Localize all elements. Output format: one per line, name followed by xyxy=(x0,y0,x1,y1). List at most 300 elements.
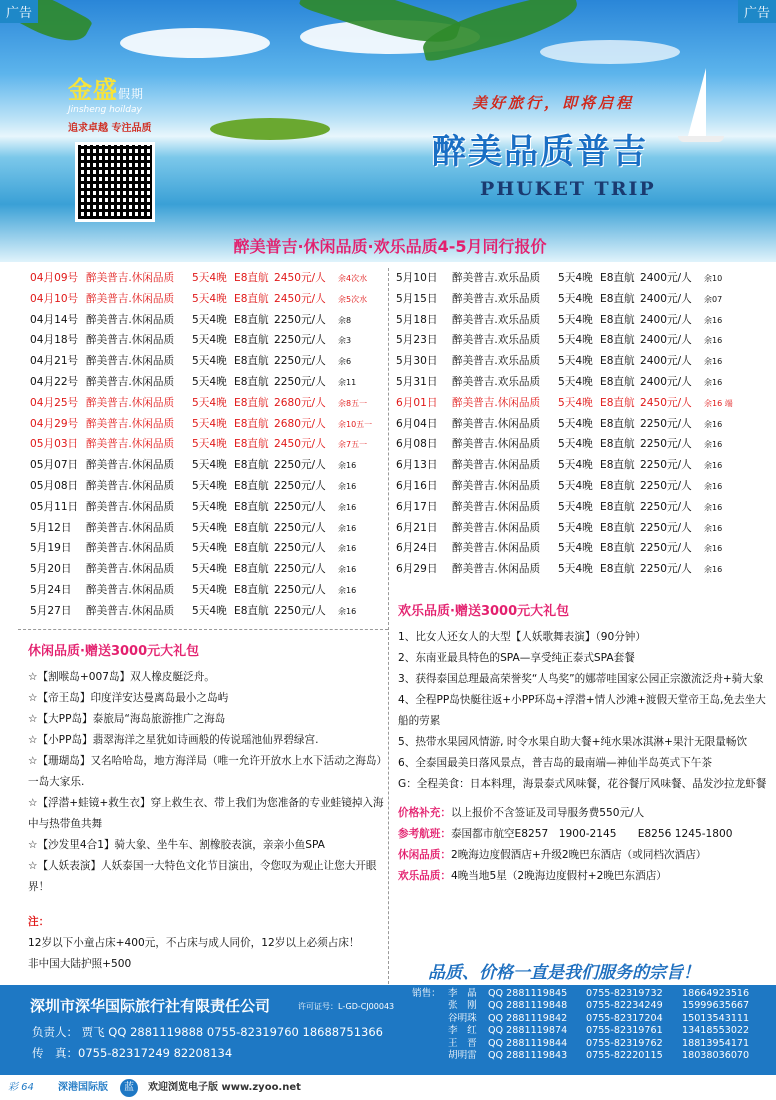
price-duration: 5天4晚 xyxy=(192,417,227,430)
page-number: 彩 64 xyxy=(8,1082,34,1093)
price-duration: 5天4晚 xyxy=(192,292,227,305)
price-product: 醉美普吉.欢乐品质 xyxy=(452,334,541,347)
price-row xyxy=(30,372,386,393)
joy-item: 5、热带水果园风情游, 时令水果自助大餐+纯水果冰淇淋+果汁无限量畅饮 xyxy=(398,736,748,748)
price-product: 醉美普吉.休闲品质 xyxy=(86,500,175,513)
price-product: 醉美普吉.休闲品质 xyxy=(86,292,175,305)
leisure-item: ☆【帝王岛】印度洋安达曼离岛最小之岛屿 xyxy=(28,692,229,704)
sales-name: 胡明雷 xyxy=(448,1050,477,1062)
price-product: 醉美普吉.欢乐品质 xyxy=(452,375,541,388)
price-product: 醉美普吉.休闲品质 xyxy=(86,417,175,430)
sales-phone: 0755-82317204 xyxy=(586,1012,663,1024)
price-price: 2250元/人 xyxy=(274,563,326,576)
price-price: 2450元/人 xyxy=(274,438,326,451)
price-duration: 5天4晚 xyxy=(192,375,227,388)
price-date: 5月27日 xyxy=(30,604,72,617)
price-price: 2250元/人 xyxy=(640,417,692,430)
cloud xyxy=(540,40,680,64)
sales-name: 王 晋 xyxy=(448,1037,477,1049)
price-flight: E8直航 xyxy=(600,334,635,347)
price-duration: 5天4晚 xyxy=(192,313,227,326)
edition: 深港国际版 xyxy=(58,1082,108,1093)
price-remaining: 余16 xyxy=(704,523,723,533)
section-divider xyxy=(18,629,388,630)
price-row xyxy=(30,518,386,539)
cloud xyxy=(120,28,270,58)
price-date: 5月12日 xyxy=(30,521,72,534)
sales-row xyxy=(412,1050,749,1062)
price-product: 醉美普吉.欢乐品质 xyxy=(452,355,541,368)
price-flight: E8直航 xyxy=(234,438,269,451)
price-price: 2400元/人 xyxy=(640,375,692,388)
price-price: 2250元/人 xyxy=(640,479,692,492)
sales-name: 张 刚 xyxy=(448,1000,477,1012)
price-row xyxy=(30,351,386,372)
price-product: 醉美普吉.休闲品质 xyxy=(452,417,541,430)
price-flight: E8直航 xyxy=(234,417,269,430)
price-remaining: 余8五一 xyxy=(338,398,368,408)
price-duration: 5天4晚 xyxy=(558,272,593,284)
price-date: 6月16日 xyxy=(396,479,438,492)
price-remaining: 余16 xyxy=(704,440,723,450)
joy-section xyxy=(398,594,768,887)
price-product: 醉美普吉.休闲品质 xyxy=(452,521,541,534)
price-row xyxy=(30,414,386,435)
price-date: 6月01日 xyxy=(396,396,438,409)
price-product: 醉美普吉.休闲品质 xyxy=(86,438,175,451)
price-remaining: 余11 xyxy=(338,377,357,387)
price-price: 2400元/人 xyxy=(640,272,692,284)
price-flight: E8直航 xyxy=(234,583,269,596)
price-list-left xyxy=(30,268,386,622)
price-flight: E8直航 xyxy=(600,542,635,555)
price-flight: E8直航 xyxy=(600,292,635,305)
header-banner xyxy=(0,0,776,262)
price-row xyxy=(396,497,766,518)
leisure-item: ☆【沙发里4合1】骑大象、坐牛车、割橡胶表演，亲亲小鱼SPA xyxy=(28,839,325,851)
joy-item: 2、东南亚最具特色的SPA—享受纯正泰式SPA套餐 xyxy=(398,652,635,664)
leisure-items xyxy=(28,667,384,898)
price-remaining: 余4次水 xyxy=(338,274,368,283)
price-row xyxy=(30,289,386,310)
price-duration: 5天4晚 xyxy=(558,563,593,576)
price-date: 5月24日 xyxy=(30,583,72,596)
price-row xyxy=(396,414,766,435)
sales-mobile: 18038036070 xyxy=(682,1050,750,1062)
price-row xyxy=(396,289,766,310)
ad-label-right: 广告 xyxy=(738,0,776,23)
price-flight: E8直航 xyxy=(234,563,269,576)
leisure-title: 休闲品质·赠送3000元大礼包 xyxy=(28,644,200,659)
info-key: 休闲品质： xyxy=(398,849,451,861)
price-remaining: 余16 xyxy=(704,461,723,471)
price-flight: E8直航 xyxy=(234,521,269,534)
info-value: 2晚海边度假酒店+升级2晚巴东酒店（或同档次酒店） xyxy=(450,849,707,861)
price-duration: 5天4晚 xyxy=(558,313,593,326)
price-flight: E8直航 xyxy=(600,375,635,388)
price-product: 醉美普吉.休闲品质 xyxy=(86,459,175,472)
price-price: 2450元/人 xyxy=(274,272,326,284)
price-date: 04月25号 xyxy=(30,396,79,409)
sales-row xyxy=(412,1013,749,1025)
sales-name: 李 晶 xyxy=(448,988,477,999)
info-key: 欢乐品质： xyxy=(398,870,451,882)
page-bottom xyxy=(0,1075,776,1100)
joy-item: 6、全泰国最美日落风景点，普吉岛的最南端—神仙半岛英式下午茶 xyxy=(398,757,712,769)
price-duration: 5天4晚 xyxy=(192,583,227,596)
price-duration: 5天4晚 xyxy=(558,479,593,492)
sales-row xyxy=(412,988,749,1000)
price-remaining: 余16 xyxy=(338,461,357,471)
price-product: 醉美普吉.休闲品质 xyxy=(86,542,175,555)
sales-row xyxy=(412,1025,749,1037)
price-price: 2680元/人 xyxy=(274,396,326,409)
price-list-right xyxy=(396,268,766,580)
price-price: 2250元/人 xyxy=(640,542,692,555)
price-flight: E8直航 xyxy=(234,272,269,284)
price-flight: E8直航 xyxy=(600,355,635,368)
price-date: 6月13日 xyxy=(396,459,438,472)
price-flight: E8直航 xyxy=(234,334,269,347)
price-flight: E8直航 xyxy=(234,459,269,472)
sales-qq: QQ 2881119842 xyxy=(488,1012,568,1024)
price-duration: 5天4晚 xyxy=(192,604,227,617)
sales-row xyxy=(412,1038,749,1050)
sales-row xyxy=(412,1000,749,1012)
sales-list xyxy=(412,988,749,1062)
price-remaining: 余10五一 xyxy=(338,419,373,429)
price-price: 2400元/人 xyxy=(640,313,692,326)
leisure-item: ☆【小PP岛】翡翠海洋之星犹如诗画般的传说瑶池仙界碧绿宫. xyxy=(28,734,319,746)
price-remaining: 余16 xyxy=(338,523,357,533)
price-flight: E8直航 xyxy=(600,438,635,451)
price-row xyxy=(30,434,386,455)
price-price: 2450元/人 xyxy=(274,292,326,305)
price-row xyxy=(30,455,386,476)
price-date: 5月23日 xyxy=(396,334,438,347)
website-link[interactable]: 欢迎浏览电子版 www.zyoo.net xyxy=(148,1082,301,1093)
info-value: 泰国都市航空E8257 1900-2145 E8256 1245-1800 xyxy=(450,828,733,840)
sales-qq: QQ 2881119843 xyxy=(488,1050,568,1062)
page-title-en: PHUKET TRIP xyxy=(480,178,656,200)
joy-item: 1、比女人还女人的大型【人妖歌舞表演】（90分钟） xyxy=(398,631,646,643)
price-product: 醉美普吉.休闲品质 xyxy=(86,313,175,326)
price-remaining: 余16 xyxy=(338,565,357,575)
leisure-section xyxy=(28,634,384,975)
notes-line: 12岁以下小童占床+400元，不占床与成人同价，12岁以上必须占床！ xyxy=(28,937,360,949)
price-flight: E8直航 xyxy=(600,521,635,534)
price-row xyxy=(396,538,766,559)
leisure-item: ☆【割喉岛+007岛】双人橡皮艇泛舟。 xyxy=(28,671,215,683)
company-name: 深圳市深华国际旅行社有限责任公司 xyxy=(30,997,271,1015)
price-date: 6月17日 xyxy=(396,500,438,513)
joy-item: 4、全程PP岛快艇往返+小PP环岛+浮潜+情人沙滩+渡假天堂帝王岛,免去坐大船的劳累 xyxy=(398,694,766,727)
price-row xyxy=(396,476,766,497)
price-price: 2250元/人 xyxy=(274,355,326,368)
info-value: 以上报价不含签证及司导服务费550元/人 xyxy=(450,807,645,819)
sales-name: 谷明珠 xyxy=(448,1012,477,1024)
price-date: 05月07日 xyxy=(30,459,79,472)
sales-mobile: 18664923516 xyxy=(682,988,750,999)
price-duration: 5天4晚 xyxy=(192,563,227,576)
price-duration: 5天4晚 xyxy=(192,500,227,513)
price-row xyxy=(30,268,386,289)
price-remaining: 余16 xyxy=(704,357,723,367)
price-product: 醉美普吉.休闲品质 xyxy=(452,459,541,472)
price-date: 04月14号 xyxy=(30,313,79,326)
price-price: 2250元/人 xyxy=(640,521,692,534)
price-remaining: 余16 xyxy=(338,502,357,512)
sailboat-image xyxy=(688,68,706,136)
price-price: 2400元/人 xyxy=(640,334,692,347)
notes-label: 注： xyxy=(28,916,50,928)
price-row xyxy=(30,538,386,559)
price-flight: E8直航 xyxy=(600,417,635,430)
price-flight: E8直航 xyxy=(234,542,269,555)
leisure-item: ☆【大PP岛】泰旅局“海岛旅游推广之海岛 xyxy=(28,713,226,725)
price-product: 醉美普吉.休闲品质 xyxy=(86,375,175,388)
sales-mobile: 13418553022 xyxy=(682,1025,750,1037)
price-price: 2250元/人 xyxy=(274,542,326,555)
price-remaining: 余16 xyxy=(338,481,357,491)
price-row xyxy=(396,268,766,289)
price-duration: 5天4晚 xyxy=(558,417,593,430)
price-price: 2680元/人 xyxy=(274,417,326,430)
notes-line: 非中国大陆护照+500 xyxy=(28,958,132,970)
price-row xyxy=(396,393,766,414)
sales-phone: 0755-82319761 xyxy=(586,1025,663,1037)
price-date: 6月21日 xyxy=(396,521,438,534)
price-flight: E8直航 xyxy=(234,604,269,617)
price-row xyxy=(396,455,766,476)
joy-item: G：全程美食：日本料理，海景泰式风味餐，花谷餐厅风味餐、晶发沙拉龙虾餐 xyxy=(398,778,767,790)
info-value: 4晚当地5星（2晚海边度假村+2晚巴东酒店） xyxy=(450,870,667,882)
price-remaining: 余16 端 xyxy=(704,398,733,408)
price-product: 醉美普吉.休闲品质 xyxy=(86,355,175,368)
price-price: 2250元/人 xyxy=(640,500,692,513)
price-price: 2250元/人 xyxy=(274,313,326,326)
price-price: 2250元/人 xyxy=(274,334,326,347)
price-remaining: 余3 xyxy=(338,336,352,346)
price-product: 醉美普吉.休闲品质 xyxy=(452,542,541,555)
footer xyxy=(0,985,776,1075)
price-product: 醉美普吉.休闲品质 xyxy=(86,272,175,284)
sales-qq: QQ 2881119845 xyxy=(488,988,568,999)
motto: 品质、价格一直是我们服务的宗旨！ xyxy=(428,963,700,983)
price-row xyxy=(30,476,386,497)
price-duration: 5天4晚 xyxy=(192,272,227,284)
price-remaining: 余16 xyxy=(704,544,723,554)
price-date: 04月21号 xyxy=(30,355,79,368)
sales-phone: 0755-82319762 xyxy=(586,1037,663,1049)
price-product: 醉美普吉.休闲品质 xyxy=(86,604,175,617)
qr-code xyxy=(75,142,155,222)
price-date: 04月09号 xyxy=(30,272,79,284)
price-duration: 5天4晚 xyxy=(558,292,593,305)
leisure-item: ☆【浮潜+蛙镜+救生衣】穿上救生衣、带上我们为您准备的专业蛙镜掉入海中与热带鱼共舞 xyxy=(28,797,384,830)
price-price: 2250元/人 xyxy=(274,375,326,388)
joy-items xyxy=(398,627,768,795)
info-row xyxy=(398,866,768,887)
price-duration: 5天4晚 xyxy=(192,479,227,492)
price-duration: 5天4晚 xyxy=(192,521,227,534)
price-product: 醉美普吉.欢乐品质 xyxy=(452,313,541,326)
joy-item: 3、获得泰国总理最高荣誉奖“人鸟奖”的娜蒂哇国家公园正宗激流泛舟+骑大象 xyxy=(398,673,764,685)
price-duration: 5天4晚 xyxy=(558,396,593,409)
price-date: 6月29日 xyxy=(396,563,438,576)
price-flight: E8直航 xyxy=(234,500,269,513)
price-remaining: 余16 xyxy=(704,377,723,387)
island-image xyxy=(210,118,330,140)
price-price: 2450元/人 xyxy=(640,396,692,409)
price-product: 醉美普吉.休闲品质 xyxy=(86,396,175,409)
price-subtitle: 醉美普吉·休闲品质·欢乐品质4-5月同行报价 xyxy=(233,237,547,256)
column-divider xyxy=(388,268,389,984)
price-flight: E8直航 xyxy=(600,313,635,326)
price-flight: E8直航 xyxy=(600,479,635,492)
price-duration: 5天4晚 xyxy=(558,521,593,534)
price-date: 5月30日 xyxy=(396,355,438,368)
price-row xyxy=(30,601,386,622)
price-price: 2250元/人 xyxy=(640,563,692,576)
sales-phone: 0755-82234249 xyxy=(586,1000,663,1012)
brand-logo: 金盛假期 Jinsheng hoilday 追求卓越 专注品质 xyxy=(68,75,152,134)
fax-line: 传 真：0755-82317249 82208134 xyxy=(32,1046,233,1060)
price-flight: E8直航 xyxy=(600,272,635,284)
price-row xyxy=(30,330,386,351)
sales-phone: 0755-82220115 xyxy=(586,1050,663,1062)
sailboat-hull xyxy=(678,136,724,142)
ad-label-left: 广告 xyxy=(0,0,38,23)
price-duration: 5天4晚 xyxy=(558,542,593,555)
price-remaining: 余16 xyxy=(704,336,723,346)
price-date: 5月31日 xyxy=(396,375,438,388)
price-date: 5月10日 xyxy=(396,272,438,284)
price-price: 2250元/人 xyxy=(274,500,326,513)
price-duration: 5天4晚 xyxy=(558,438,593,451)
price-date: 6月24日 xyxy=(396,542,438,555)
price-remaining: 余7五一 xyxy=(338,440,368,450)
sales-mobile: 18813954171 xyxy=(682,1037,750,1049)
price-duration: 5天4晚 xyxy=(558,334,593,347)
sales-qq: QQ 2881119874 xyxy=(488,1025,568,1037)
page-title: 醉美品质普吉 xyxy=(432,132,648,172)
price-row xyxy=(396,434,766,455)
price-remaining: 余16 xyxy=(704,315,723,325)
price-date: 5月18日 xyxy=(396,313,438,326)
price-price: 2250元/人 xyxy=(274,583,326,596)
price-remaining: 余6 xyxy=(338,357,352,367)
joy-title: 欢乐品质·赠送3000元大礼包 xyxy=(398,604,570,619)
price-product: 醉美普吉.欢乐品质 xyxy=(452,292,541,305)
price-remaining: 余16 xyxy=(338,544,357,554)
price-duration: 5天4晚 xyxy=(192,334,227,347)
price-row xyxy=(396,330,766,351)
sales-phone: 0755-82319732 xyxy=(586,988,663,999)
price-flight: E8直航 xyxy=(600,396,635,409)
price-product: 醉美普吉.休闲品质 xyxy=(86,334,175,347)
slogan: 美好旅行，即将启程 xyxy=(472,94,635,112)
price-date: 04月18号 xyxy=(30,334,79,347)
price-remaining: 余16 xyxy=(704,565,723,575)
price-price: 2400元/人 xyxy=(640,292,692,305)
info-key: 价格补充： xyxy=(398,807,451,819)
license: 许可证号：L-GD-CJ00043 xyxy=(298,1002,395,1011)
price-product: 醉美普吉.休闲品质 xyxy=(86,479,175,492)
price-remaining: 余16 xyxy=(338,606,357,616)
leisure-item: ☆【珊瑚岛】又名哈哈岛，地方海洋局（唯一允许开放水上水下活动之海岛）一岛大家乐. xyxy=(28,755,382,788)
sales-mobile: 15013543111 xyxy=(682,1012,750,1024)
sales-qq: QQ 2881119848 xyxy=(488,1000,568,1012)
price-flight: E8直航 xyxy=(600,459,635,472)
price-product: 醉美普吉.休闲品质 xyxy=(452,396,541,409)
price-price: 2250元/人 xyxy=(274,521,326,534)
info-row xyxy=(398,803,768,824)
price-date: 05月11日 xyxy=(30,500,79,513)
info-key: 参考航班： xyxy=(398,828,451,840)
price-date: 5月19日 xyxy=(30,542,72,555)
price-flight: E8直航 xyxy=(600,563,635,576)
price-date: 05月03日 xyxy=(30,438,79,451)
price-date: 05月08日 xyxy=(30,479,79,492)
price-price: 2250元/人 xyxy=(274,459,326,472)
price-flight: E8直航 xyxy=(234,396,269,409)
price-date: 04月22号 xyxy=(30,375,79,388)
sales-qq: QQ 2881119844 xyxy=(488,1037,568,1049)
price-remaining: 余8 xyxy=(338,315,352,325)
price-duration: 5天4晚 xyxy=(558,500,593,513)
price-price: 2250元/人 xyxy=(640,459,692,472)
price-remaining: 余16 xyxy=(704,481,723,491)
price-flight: E8直航 xyxy=(234,355,269,368)
price-date: 04月10号 xyxy=(30,292,79,305)
price-row xyxy=(396,372,766,393)
info-section xyxy=(398,803,768,887)
price-price: 2400元/人 xyxy=(640,355,692,368)
price-product: 醉美普吉.欢乐品质 xyxy=(452,272,541,284)
price-price: 2250元/人 xyxy=(274,479,326,492)
price-flight: E8直航 xyxy=(234,375,269,388)
price-duration: 5天4晚 xyxy=(192,355,227,368)
price-remaining: 余5次水 xyxy=(338,294,368,304)
price-flight: E8直航 xyxy=(234,292,269,305)
price-product: 醉美普吉.休闲品质 xyxy=(86,521,175,534)
price-product: 醉美普吉.休闲品质 xyxy=(86,583,175,596)
price-price: 2250元/人 xyxy=(274,604,326,617)
leisure-item: ☆【人妖表演】人妖泰国一大特色文化节目演出，令您叹为观止让您大开眼界！ xyxy=(28,860,377,893)
price-product: 醉美普吉.休闲品质 xyxy=(452,438,541,451)
price-remaining: 余07 xyxy=(704,294,723,304)
sales-name: 李 红 xyxy=(448,1025,477,1037)
info-row xyxy=(398,845,768,866)
price-flight: E8直航 xyxy=(234,313,269,326)
info-row xyxy=(398,824,768,845)
price-duration: 5天4晚 xyxy=(558,355,593,368)
sales-label: 销售： xyxy=(412,988,441,999)
price-row xyxy=(30,580,386,601)
price-product: 醉美普吉.休闲品质 xyxy=(452,500,541,513)
price-row xyxy=(30,559,386,580)
contact-line: 负责人： 贾飞 QQ 2881119888 0755-82319760 18688751366 xyxy=(32,1025,383,1039)
price-duration: 5天4晚 xyxy=(192,459,227,472)
price-row xyxy=(30,497,386,518)
price-date: 6月04日 xyxy=(396,417,438,430)
price-product: 醉美普吉.休闲品质 xyxy=(452,563,541,576)
price-date: 04月29号 xyxy=(30,417,79,430)
price-flight: E8直航 xyxy=(600,500,635,513)
price-row xyxy=(30,393,386,414)
edition-icon: 蓝 xyxy=(120,1079,138,1097)
